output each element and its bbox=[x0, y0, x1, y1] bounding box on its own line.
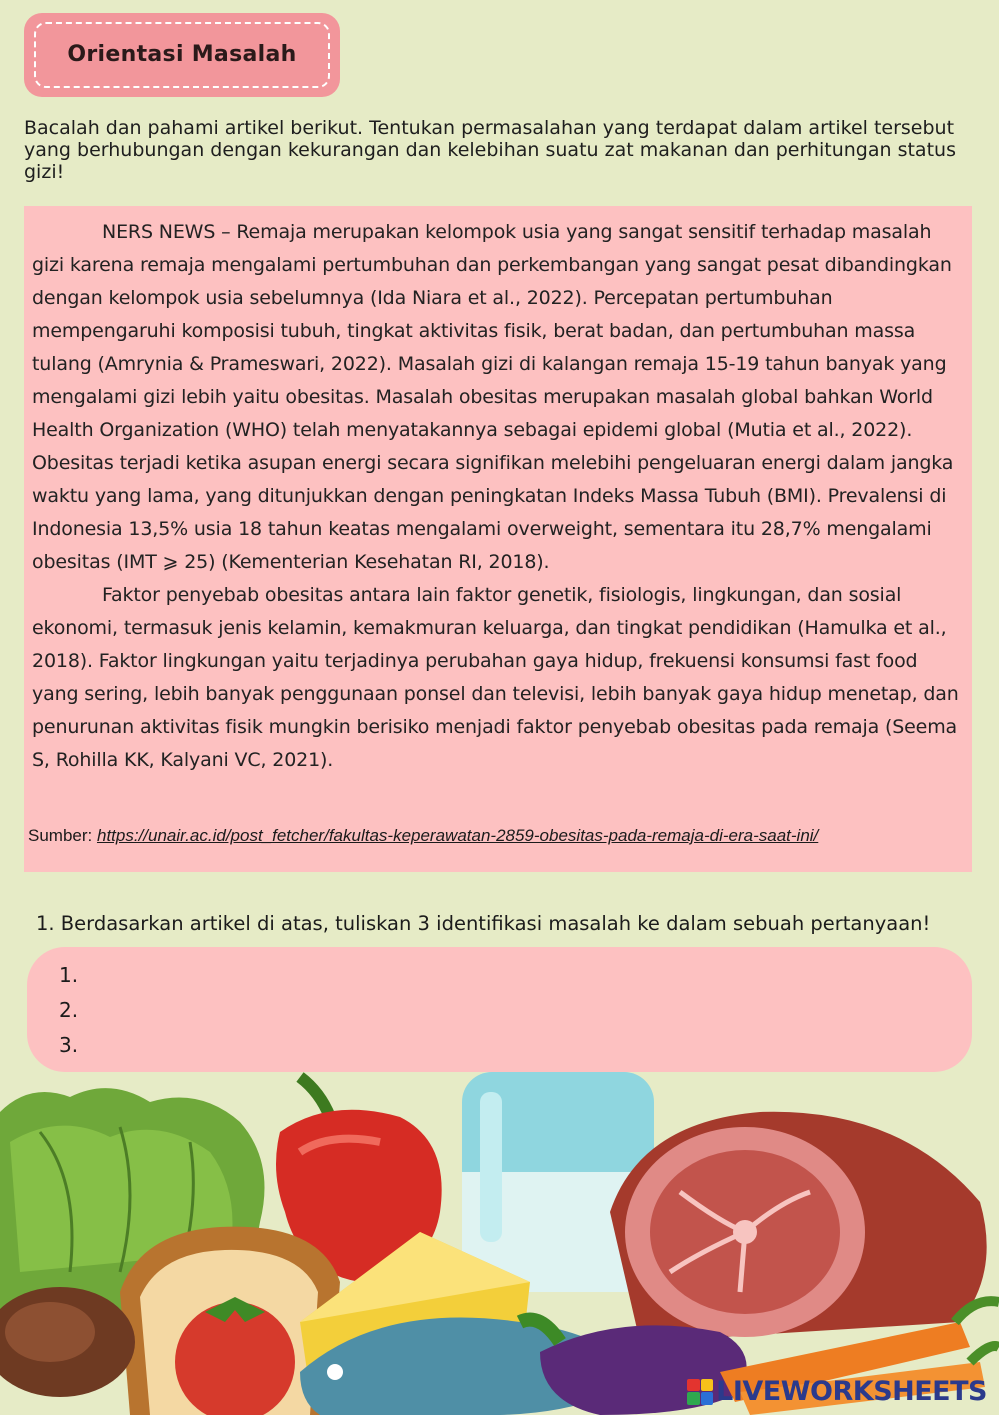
meat-icon bbox=[610, 1112, 987, 1342]
article-source bbox=[28, 826, 818, 846]
watermark-text: LIVEWORKSHEETS bbox=[716, 1376, 987, 1407]
article-panel bbox=[24, 206, 972, 872]
answer-box[interactable] bbox=[27, 947, 972, 1072]
answer-line-3: 3. bbox=[59, 1033, 79, 1057]
article-paragraph-2: Faktor penyebab obesitas antara lain faktor genetik, fisiologis, lingkungan, dan sosial ekonomi, termasuk jenis kelamin, kemakmuran keluarga, dan tingkat pendidikan (Hamulka et al., 2018). Faktor lingkungan yaitu terjadinya perubahan gaya hidup, frekuensi konsumsi fast food yang sering, lebih banyak penggunaan ponsel dan televisi, lebih banyak gaya hidup menetap, dan penurunan aktivitas fisik mungkin berisiko menjadi faktor penyebab obesitas pada remaja (Seema S, Rohilla KK, Kalyani VC, 2021). bbox=[32, 584, 959, 771]
article-paragraph-1: NERS NEWS – Remaja merupakan kelompok usia yang sangat sensitif terhadap masalah gizi karena remaja mengalami pertumbuhan dan perkembangan yang sangat pesat dibandingkan dengan kelompok usia sebelumnya (Ida Niara et al., 2022). Percepatan pertumbuhan mempengaruhi komposisi tubuh, tingkat aktivitas fisik, berat badan, dan pertumbuhan massa tulang (Amrynia & Prameswari, 2022). Masalah gizi di kalangan remaja 15-19 tahun banyak yang mengalami gizi lebih yaitu obesitas. Masalah obesitas merupakan masalah global bahkan World Health Organization (WHO) telah menyatakannya sebagai epidemi global (Mutia et al., 2022). Obesitas terjadi ketika asupan energi secara signifikan melebihi pengeluaran energi dalam jangka waktu yang lama, yang ditunjukkan dengan peningkatan Indeks Massa Tubuh (BMI). Prevalensi di Indonesia 13,5% usia 18 tahun keatas mengalami overweight, sementara itu 28,7% mengalami obesitas (IMT ⩾ 25) (Kementerian Kesehatan RI, 2018). bbox=[32, 221, 954, 573]
answer-line-1: 1. bbox=[59, 963, 79, 987]
watermark bbox=[687, 1376, 987, 1407]
question-1: 1. Berdasarkan artikel di atas, tuliskan 3 identifikasi masalah ke dalam sebuah pertanyaan! bbox=[36, 912, 931, 935]
food-illustration bbox=[0, 1072, 999, 1415]
instructions: Bacalah dan pahami artikel berikut. Tentukan permasalahan yang terdapat dalam artikel tersebut yang berhubungan dengan kekurangan dan kelebihan suatu zat makanan dan perhitungan status gizi! bbox=[24, 117, 956, 183]
liveworksheets-logo-icon bbox=[687, 1379, 713, 1405]
source-label: Sumber: bbox=[28, 826, 97, 845]
section-title: Orientasi Masalah bbox=[67, 42, 297, 67]
section-title-badge bbox=[24, 13, 340, 97]
answer-line-2: 2. bbox=[59, 998, 79, 1022]
source-link[interactable]: https://unair.ac.id/post_fetcher/fakultas-keperawatan-2859-obesitas-pada-remaja-di-era-saat-ini/ bbox=[96, 826, 819, 845]
